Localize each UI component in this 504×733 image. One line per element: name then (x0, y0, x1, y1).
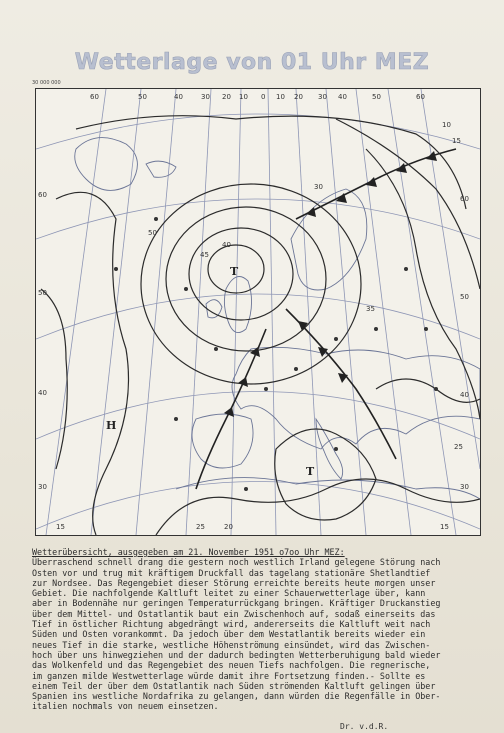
lon-label: 30 (201, 93, 210, 101)
isobar-label: 50 (148, 229, 157, 237)
lon-label: 0 (261, 93, 266, 101)
lon-label: 50 (372, 93, 381, 101)
report-line: hoch über uns hinwegziehen und der dadurch bedingten Wetterberuhigung bald wieder (32, 649, 441, 660)
isobar-label: 15 (452, 137, 461, 145)
lon-label: 10 (239, 93, 248, 101)
report-line: über dem Mittel- und Ostatlantik baut ein Zwischenhoch auf, sodaß einerseits das (32, 608, 436, 619)
report-line: neues Tief in die starke, westliche Höhenströmung einsündet, wird das Zwischen- (32, 639, 431, 650)
meridian-grid (46, 89, 480, 535)
fronts (196, 149, 456, 489)
lat-label: 50 (460, 293, 469, 301)
isobar-label: 25 (196, 523, 205, 531)
high-center-h: H (106, 419, 117, 432)
report-line: Gebiet. Die nachfolgende Kaltluft leitet zu einer Schauerwetterlage über, kann (32, 588, 426, 599)
isobar-label: 15 (440, 523, 449, 531)
lat-label: 30 (38, 483, 47, 491)
report-signature: Dr. v.d.R. (340, 722, 389, 731)
weather-report (32, 547, 477, 712)
lon-label: 60 (90, 93, 99, 101)
weather-map-svg (36, 89, 480, 535)
longitude-labels (90, 93, 425, 101)
lon-label: 60 (416, 93, 425, 101)
low-center-t: T (306, 465, 315, 478)
lon-label: 40 (338, 93, 347, 101)
lat-label: 40 (38, 389, 47, 397)
report-line: das Wolkenfeld und das Regengebiet des neuen Tiefs nachfolgen. Die regnerische, (32, 660, 431, 671)
report-heading: Wetterübersicht, ausgegeben am 21. November 1951 o7oo Uhr MEZ: (32, 547, 345, 557)
lat-label: 50 (38, 289, 47, 297)
isobar-label: 10 (442, 121, 451, 129)
isobar-label: 35 (366, 305, 375, 313)
coastlines (75, 138, 480, 499)
lon-label: 30 (318, 93, 327, 101)
report-line: zur Nordsee. Das Regengebiet dieser Störung erreichte bereits heute morgen unser (32, 577, 436, 588)
lat-label: 60 (38, 191, 47, 199)
lon-label: 20 (222, 93, 231, 101)
lon-label: 20 (294, 93, 303, 101)
map-scale-note: 30 000 000 (32, 80, 61, 86)
lon-label: 50 (138, 93, 147, 101)
report-line: Osten vor und trug mit kräftigem Druckfall das tagelang stationäre Shetlandtief (32, 567, 431, 578)
report-line: aber in Bodennähe nur geringen Temperaturrückgang bringen. Kräftiger Druckanstieg (32, 598, 441, 609)
lat-label: 30 (460, 483, 469, 491)
report-line: italien nochmals von neuem einsetzen. (32, 701, 219, 712)
report-line: Tief in östlicher Richtung abgedrängt wird, andererseits die Kaltluft weit nach (32, 619, 431, 630)
report-line: Spanien ins westliche Nordafrika zu gelangen, dann würden die Regenfälle in Ober- (32, 691, 441, 702)
report-line: im ganzen milde Westwetterlage würde damit ihre Fortsetzung finden.- Sollte es (32, 670, 426, 681)
lat-label: 60 (460, 195, 469, 203)
isobar-label: 40 (222, 241, 231, 249)
isobar-label: 25 (454, 443, 463, 451)
lon-label: 10 (276, 93, 285, 101)
parallel-grid (36, 114, 480, 529)
lon-label: 40 (174, 93, 183, 101)
isobar-label: 30 (314, 183, 323, 191)
latitude-labels (38, 191, 469, 491)
report-line: Süden und Osten vorankommt. Da jedoch über dem Westatlantik bereits wieder ein (32, 629, 426, 640)
isobar-label: 15 (56, 523, 65, 531)
isobars (41, 116, 480, 535)
report-line: einem Teil der über dem Ostatlantik nach Süden strömenden Kaltluft gelingen über (32, 680, 436, 691)
map-title: Wetterlage von 01 Uhr MEZ (74, 50, 430, 75)
low-center-t: T (230, 265, 239, 278)
lat-label: 40 (460, 391, 469, 399)
isobar-label: 20 (224, 523, 233, 531)
isobar-label: 45 (200, 251, 209, 259)
front-symbols (224, 151, 437, 417)
weather-map (35, 88, 481, 536)
report-line: Überraschend schnell drang die gestern noch westlich Irland gelegene Störung nach (32, 557, 441, 568)
